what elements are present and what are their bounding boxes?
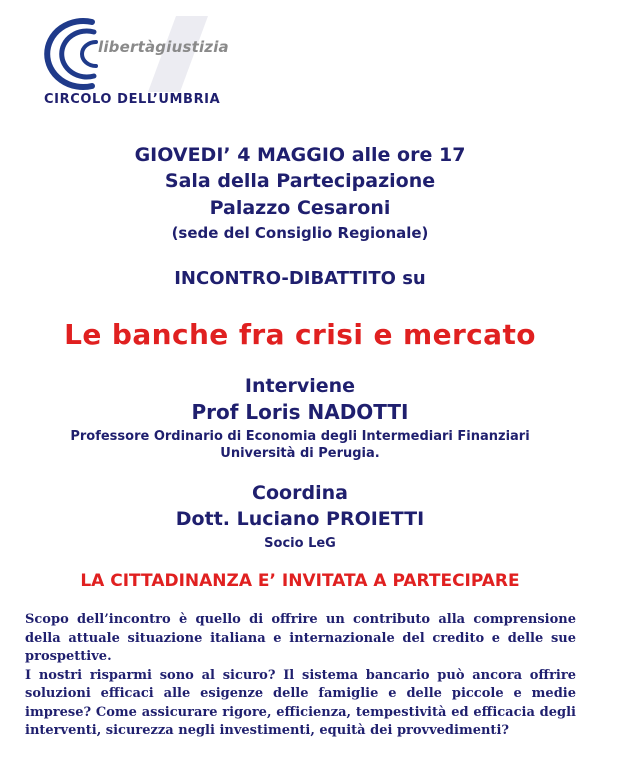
brand-text: libertàgiustizia bbox=[98, 38, 229, 56]
event-building: Palazzo Cesaroni bbox=[209, 197, 391, 219]
logo-subtitle: CIRCOLO DELL’UMBRIA bbox=[44, 92, 221, 107]
event-room: Sala della Partecipazione bbox=[164, 170, 436, 192]
speaker-name: Prof Loris NADOTTI bbox=[191, 400, 409, 424]
description-paragraph-2: I nostri risparmi sono al sicuro? Il sistema bancario può ancora offrire soluzioni efficaci alle esigenze delle famiglie e delle piccole e medie imprese? Come assicurare rigore, efficienza, tempestività ed efficacia degli interventi, sicurezza negli investimenti, equità dei provvedimenti? bbox=[25, 667, 576, 738]
invitation-text: LA CITTADINANZA E’ INVITATA A PARTECIPARE bbox=[80, 571, 520, 591]
speaker-role: Professore Ordinario di Economia degli Intermediari Finanziari bbox=[70, 429, 530, 444]
event-date-time: GIOVEDI’ 4 MAGGIO alle ore 17 bbox=[134, 144, 466, 166]
event-kind: INCONTRO-DIBATTITO su bbox=[174, 268, 426, 289]
moderator-heading: Coordina bbox=[252, 482, 348, 504]
event-title: Le banche fra crisi e mercato bbox=[64, 318, 536, 351]
description-paragraph-1: Scopo dell’incontro è quello di offrire un contributo alla comprensione della attuale situazione italiana e internazionale del credito e delle sue prospettive. bbox=[25, 612, 576, 664]
speaker-heading: Interviene bbox=[244, 375, 356, 397]
moderator-role: Socio LeG bbox=[264, 536, 336, 551]
moderator-name: Dott. Luciano PROIETTI bbox=[175, 508, 425, 530]
speaker-affiliation: Università di Perugia. bbox=[220, 446, 380, 461]
event-building-note: (sede del Consiglio Regionale) bbox=[171, 224, 429, 242]
event-description bbox=[25, 611, 576, 741]
